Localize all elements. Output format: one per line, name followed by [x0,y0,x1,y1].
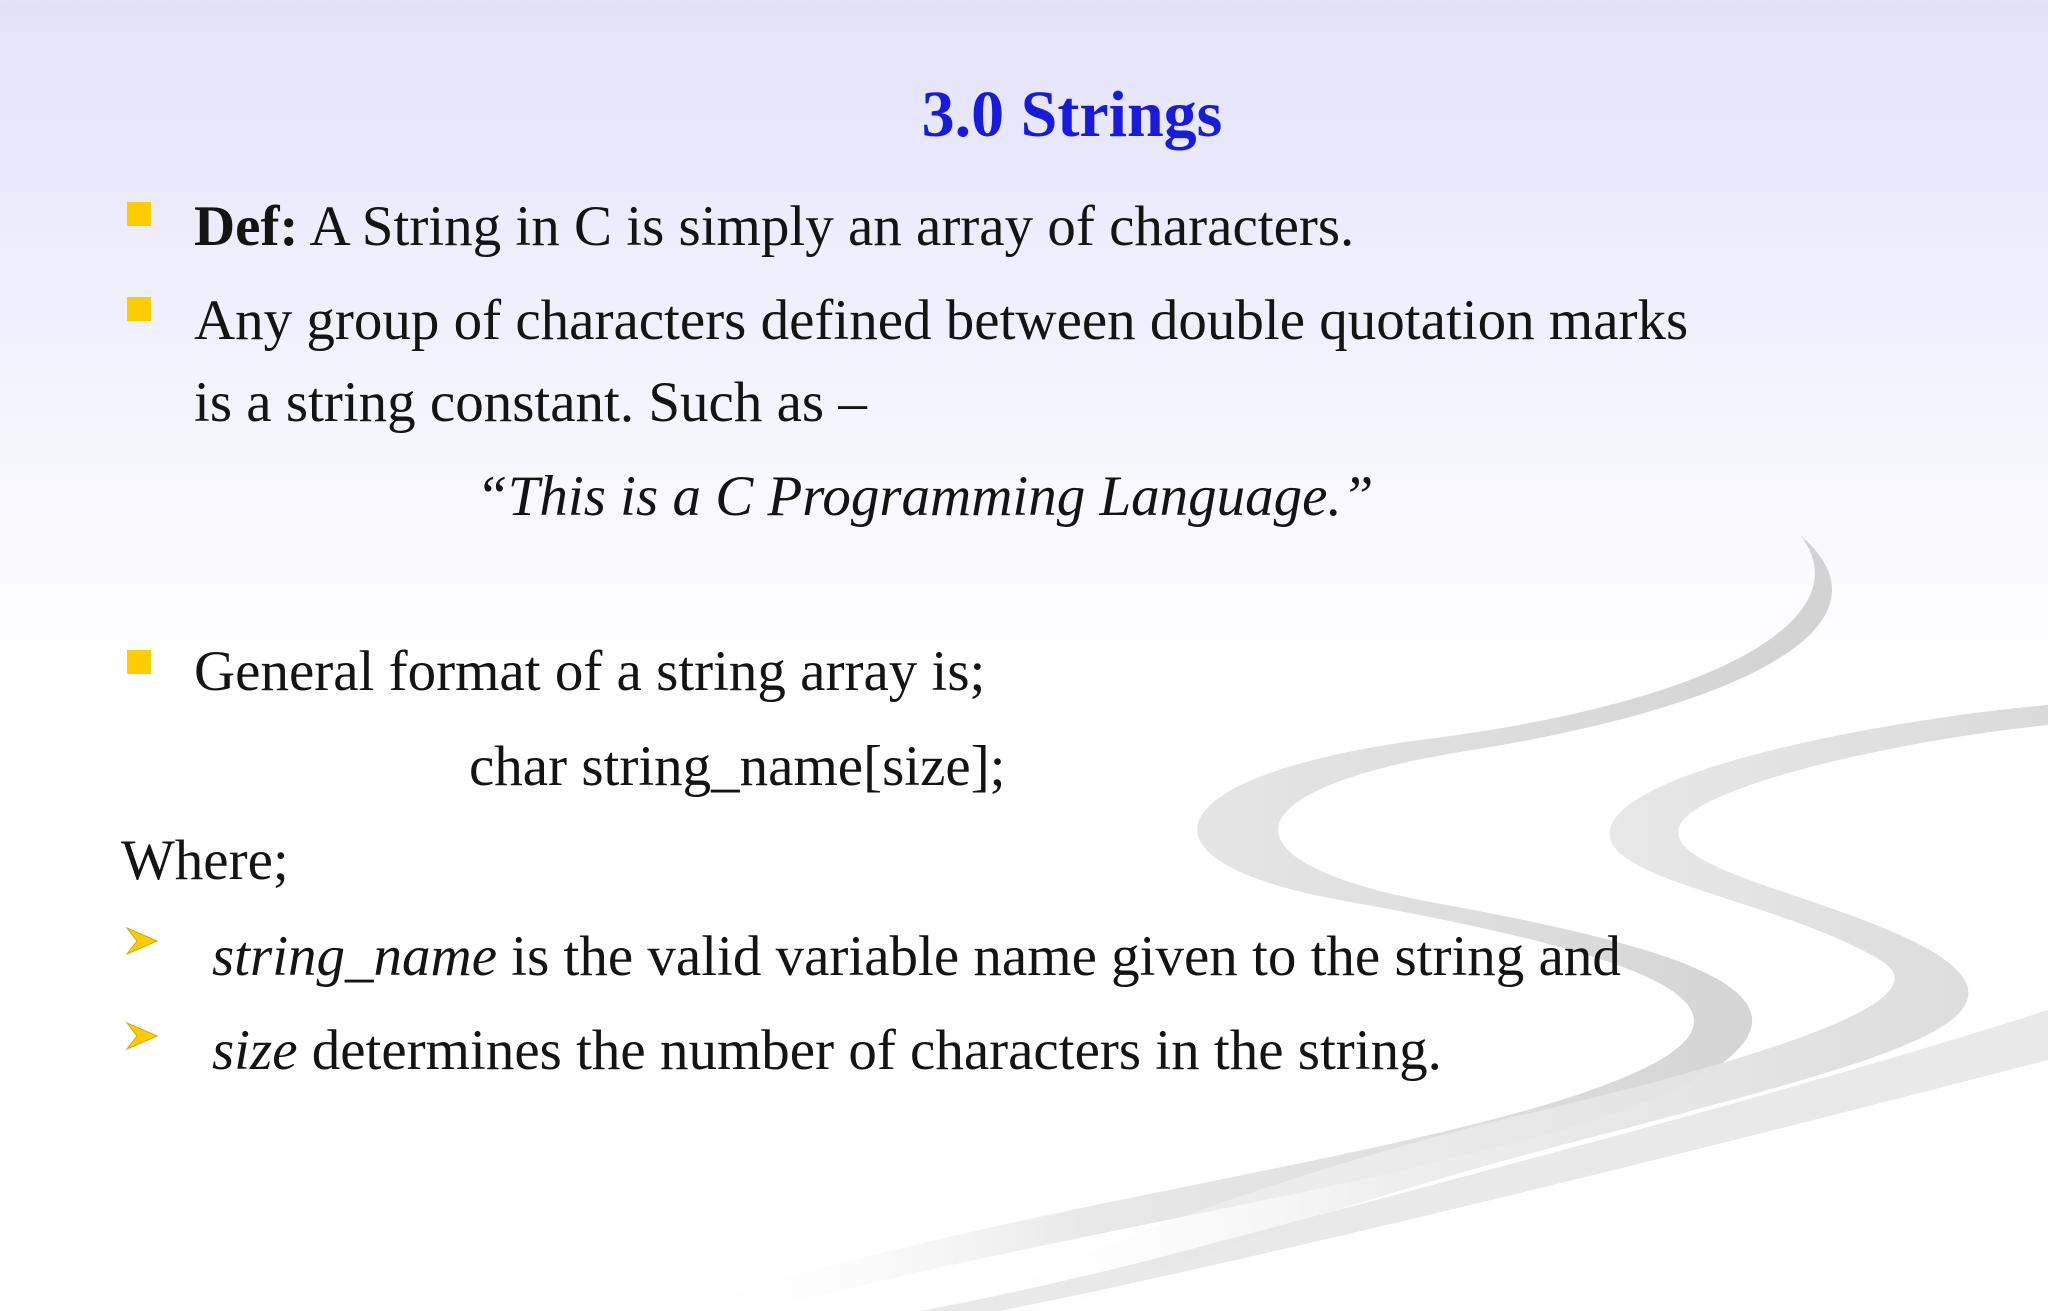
sub-item-1 [212,925,1621,988]
def-label: Def: [194,195,299,258]
slide-title: 3.0 Strings [921,78,1223,151]
bullet-2-line-2: is a string constant. Such as – [194,371,867,434]
where-label: Where; [121,829,289,892]
term-string-name: string_name [212,925,497,988]
arrow-bullet-icon [125,1021,159,1051]
sub-item-1-text: is the valid variable name given to the string and [497,925,1621,988]
code-format: char string_name[size]; [469,735,1006,798]
square-bullet-icon [127,202,151,226]
def-text: A String in C is simply an array of characters. [298,195,1355,258]
term-size: size [212,1019,298,1082]
square-bullet-icon [127,297,151,321]
bullet-3: General format of a string array is; [194,640,986,703]
sub-item-2-text: determines the number of characters in the string. [297,1019,1442,1082]
arrow-bullet-icon [125,926,159,956]
bullet-2-line-1: Any group of characters defined between double quotation marks [194,289,1689,352]
sub-item-2 [212,1019,1442,1082]
square-bullet-icon [127,650,151,674]
example-string: “This is a C Programming Language.” [476,465,1374,528]
bullet-1 [194,195,1355,258]
